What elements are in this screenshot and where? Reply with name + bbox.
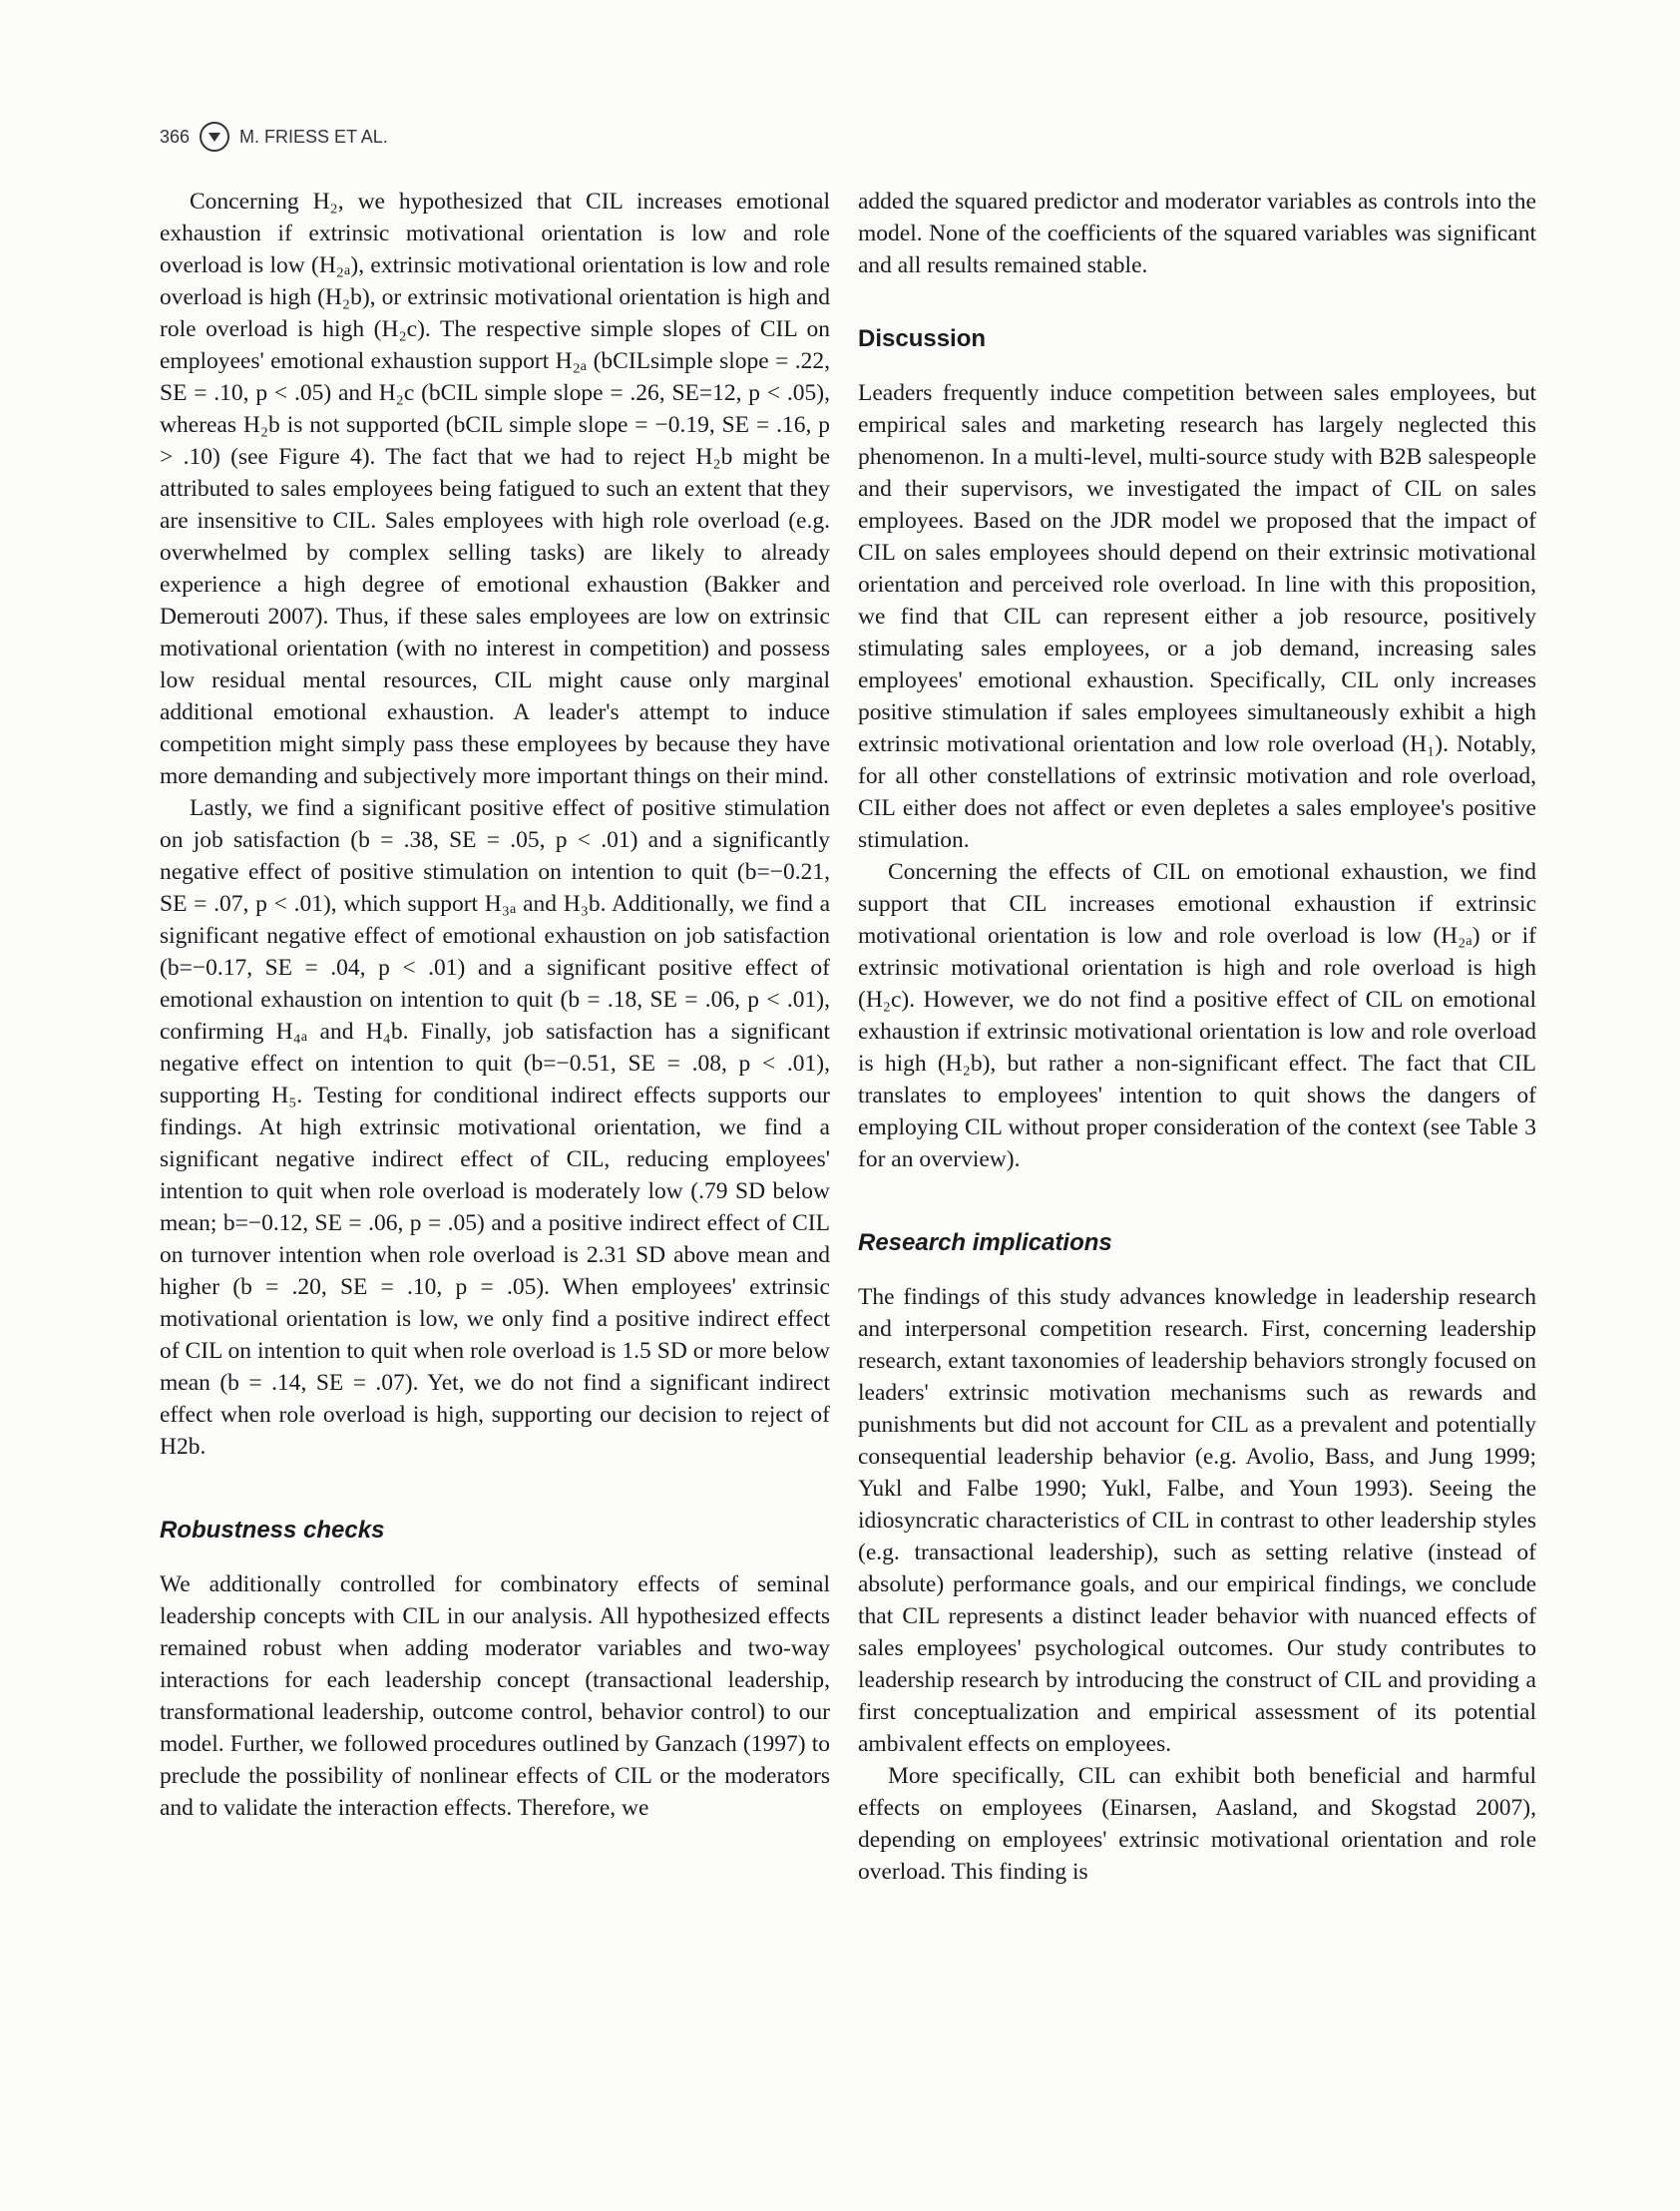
running-title: M. FRIESS ET AL. <box>239 126 388 147</box>
paragraph-robustness: We additionally controlled for combinatory effects of seminal leadership concepts with CIL in our analysis. All hypothesized effects remained robust when adding moderator variables and two-way interactions for each leadership concept (transactional leadership, transformational leadership, outcome control, behavior control) to our model. Further, we followed procedures outlined by Ganzach (1997) to preclude the possibility of nonlinear effects of CIL or the moderators and to validate the interaction effects. Therefore, we <box>160 1571 830 1821</box>
heading-robustness-checks: Robustness checks <box>160 1517 385 1544</box>
running-head <box>160 122 388 152</box>
paragraph-robustness-continued: added the squared predictor and moderator variables as controls into the model. None of the coefficients of the squared variables was significant and all results remained stable. <box>858 189 1536 278</box>
paragraph-more-specifically: More specifically, CIL can exhibit both beneficial and harmful effects on employees (Einarsen, Aasland, and Skogstad 2007), depending on employees' extrinsic motivational orientation and role overload. This finding is <box>858 1763 1536 1885</box>
heading-discussion: Discussion <box>858 325 987 352</box>
journal-logo-icon <box>200 122 229 152</box>
paragraph-emotional-exhaustion: Concerning the effects of CIL on emotional exhaustion, we find support that CIL increases emotional exhaustion if extrinsic motivational orientation is low and role overload is low (H₂ₐ) or if extrinsic motivational orientation is high and role overload is high (H₂c). However, we do not find a positive effect of CIL on emotional exhaustion if extrinsic motivational orientation is low and role overload is high (H₂b), but rather a non-significant effect. The fact that CIL translates to employees' intention to quit shows the dangers of employing CIL without proper consideration of the context (see Table 3 for an overview). <box>858 859 1536 1172</box>
paragraph-implications: The findings of this study advances knowledge in leadership research and interpersonal competition research. First, concerning leadership research, extant taxonomies of leadership behaviors strongly focused on leaders' extrinsic motivation mechanisms such as rewards and punishments but did not account for CIL as a prevalent and potentially consequential leadership behavior (e.g. Avolio, Bass, and Jung 1999; Yukl and Falbe 1990; Yukl, Falbe, and Youn 1993). Seeing the idiosyncratic characteristics of CIL in contrast to other leadership styles (e.g. transactional leadership), such as setting relative (instead of absolute) performance goals, and our empirical findings, we conclude that CIL represents a distinct leader behavior with nuanced effects of sales employees' psychological outcomes. Our study contributes to leadership research by introducing the construct of CIL and providing a first conceptualization and empirical assessment of its potential ambivalent effects on employees. <box>858 1284 1536 1757</box>
paragraph-discussion: Leaders frequently induce competition between sales employees, but empirical sales and marketing research has largely neglected this phenomenon. In a multi-level, multi-source study with B2B salespeople and their supervisors, we investigated the impact of CIL on sales employees. Based on the JDR model we proposed that the impact of CIL on sales employees should depend on their extrinsic motivational orientation and perceived role overload. In line with this proposition, we find that CIL can represent either a job resource, positively stimulating sales employees, or a job demand, increasing sales employees' emotional exhaustion. Specifically, CIL only increases positive stimulation if sales employees simultaneously exhibit a high extrinsic motivational orientation and low role overload (H₁). Notably, for all other constellations of extrinsic motivation and role overload, CIL either does not affect or even depletes a sales employee's positive stimulation. <box>858 380 1536 853</box>
paragraph-h2-results: Concerning H₂, we hypothesized that CIL increases emotional exhaustion if extrinsic motivational orientation is low and role overload is low (H₂ₐ), extrinsic motivational orientation is low and role overload is high (H₂b), or extrinsic motivational orientation is high and role overload is high (H₂c). The respective simple slopes of CIL on employees' emotional exhaustion support H₂ₐ (bCILsimple slope = .22, SE = .10, p < .05) and H₂c (bCIL simple slope = .26, SE=12, p < .05), whereas H₂b is not supported (bCIL simple slope = −0.19, SE = .16, p > .10) (see Figure 4). The fact that we had to reject H₂b might be attributed to sales employees being fatigued to such an extent that they are insensitive to CIL. Sales employees with high role overload (e.g. overwhelmed by complex selling tasks) are likely to already experience a high degree of emotional exhaustion (Bakker and Demerouti 2007). Thus, if these sales employees are low on extrinsic motivational orientation (with no interest in competition) and possess low residual mental resources, CIL might cause only marginal additional emotional exhaustion. A leader's attempt to induce competition might simply pass these employees by because they have more demanding and subjectively more important things on their mind. <box>160 189 830 789</box>
paragraph-h3-h5-results: Lastly, we find a significant positive effect of positive stimulation on job satisfaction (b = .38, SE = .05, p < .01) and a significantly negative effect of positive stimulation on intention to quit (b=−0.21, SE = .07, p < .01), which support H₃ₐ and H₃b. Additionally, we find a significant negative effect of emotional exhaustion on job satisfaction (b=−0.17, SE = .04, p < .01) and a significant positive effect of emotional exhaustion on intention to quit (b = .18, SE = .06, p < .01), confirming H₄ₐ and H₄b. Finally, job satisfaction has a significant negative effect on intention to quit (b=−0.51, SE = .08, p < .01), supporting H₅. Testing for conditional indirect effects supports our findings. At high extrinsic motivational orientation, we find a significant negative indirect effect of CIL, reducing employees' intention to quit when role overload is moderately low (.79 SD below mean; b=−0.12, SE = .06, p = .05) and a positive indirect effect of CIL on turnover intention when role overload is 2.31 SD above mean and higher (b = .20, SE = .10, p = .05). When employees' extrinsic motivational orientation is low, we only find a positive indirect effect of CIL on intention to quit when role overload is 1.5 SD or more below mean (b = .14, SE = .07). Yet, we do not find a significant indirect effect when role overload is high, supporting our decision to reject of H2b. <box>160 795 830 1460</box>
heading-research-implications: Research implications <box>858 1229 1112 1256</box>
left-column <box>160 186 830 1824</box>
page-number: 366 <box>160 126 191 147</box>
right-column <box>858 186 1536 1888</box>
